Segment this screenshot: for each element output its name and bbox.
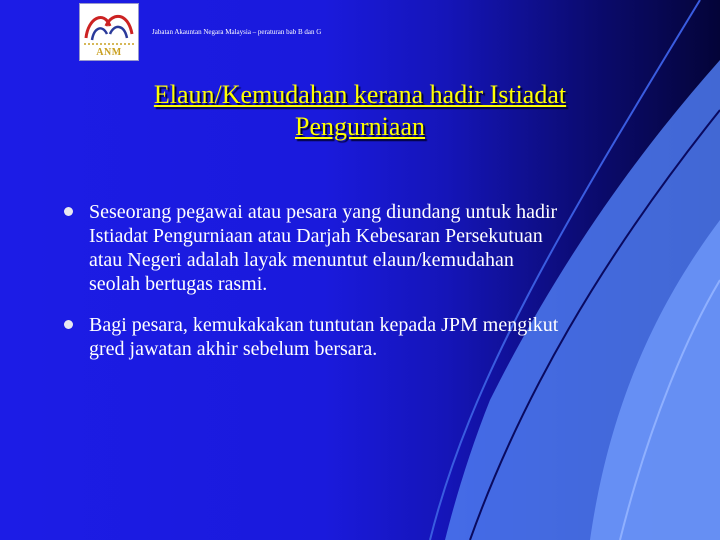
bullet-line: atau Negeri adalah layak menuntut elaun/kemudahan (89, 249, 514, 271)
bullet-line: Istiadat Pengurniaan atau Darjah Kebesaran Persekutuan (89, 225, 543, 247)
header-note: Jabatan Akauntan Negara Malaysia – peraturan bab B dan G (152, 28, 322, 36)
bullet-list (64, 200, 664, 378)
bullet-item (64, 200, 664, 296)
logo-text: ANM (96, 47, 122, 58)
bullet-line: seolah bertugas rasmi. (89, 273, 268, 295)
bullet-item (64, 313, 664, 361)
slide-title (90, 79, 630, 143)
bullet-line: Bagi pesara, kemukakakan tuntutan kepada JPM mengikut (89, 314, 559, 336)
bullet-line: Seseorang pegawai atau pesara yang diundang untuk hadir (89, 201, 558, 223)
bullet-line: gred jawatan akhir sebelum bersara. (89, 338, 378, 360)
title-line-1: Elaun/Kemudahan kerana hadir Istiadat (153, 80, 567, 109)
title-line-2: Pengurniaan (295, 112, 425, 141)
bullet-dot-icon (64, 320, 73, 329)
bullet-dot-icon (64, 207, 73, 216)
anm-logo (79, 3, 139, 61)
